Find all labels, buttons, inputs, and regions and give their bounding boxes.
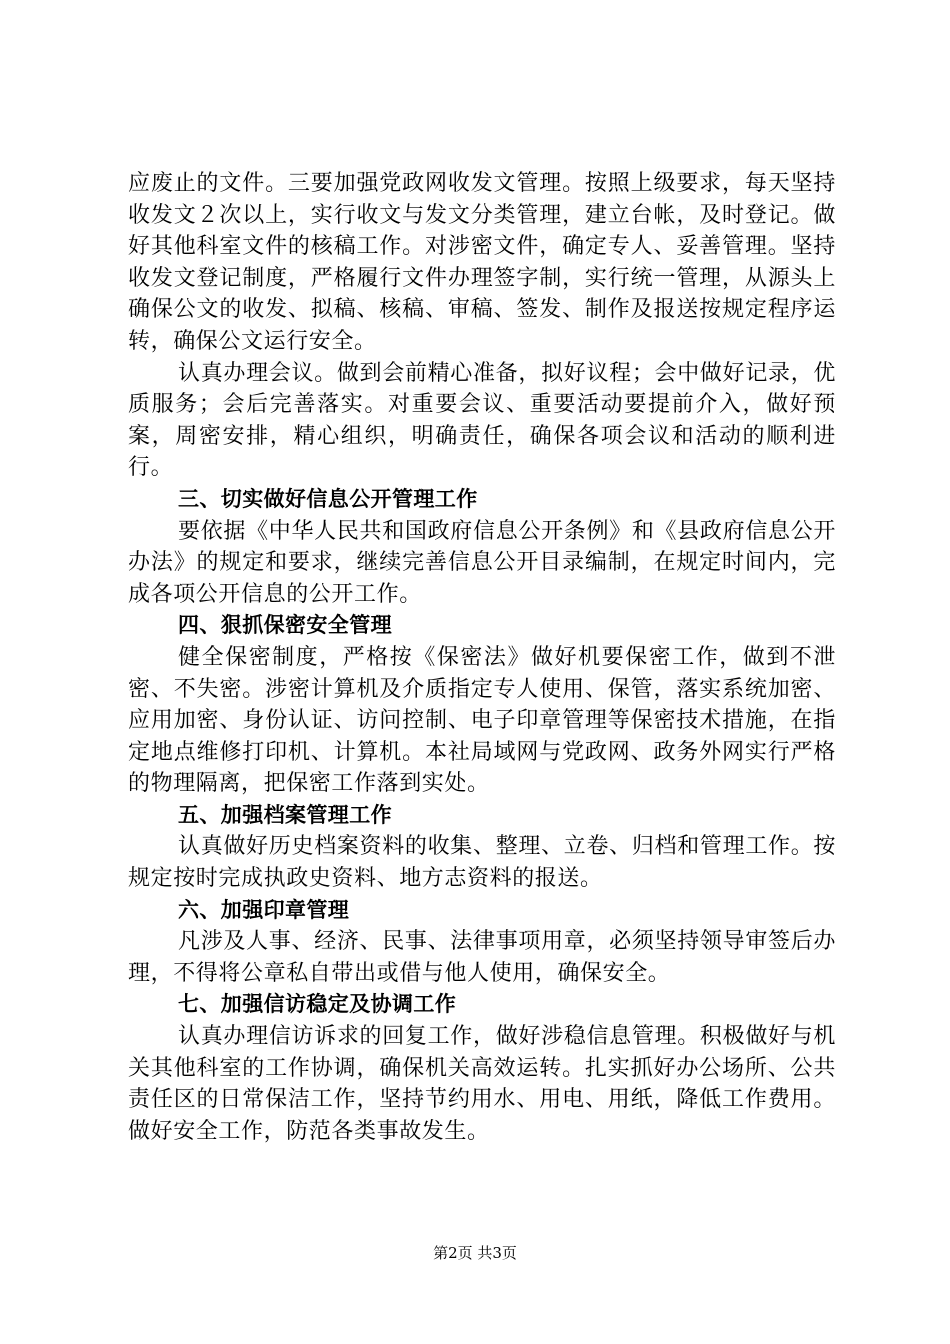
page-number-footer: 第2页 共3页	[433, 1244, 517, 1262]
section-heading-7: 七、加强信访稳定及协调工作	[178, 992, 457, 1017]
section-heading-5: 五、加强档案管理工作	[178, 802, 392, 827]
paragraph-7: 认真办理信访诉求的回复工作，做好涉稳信息管理。积极做好与机关其他科室的工作协调，确保机关高效运转。扎实抓好办公场所、公共责任区的日常保洁工作，坚持节约用水、用电、用纸，降低工作费用。做好安全工作，防范各类事故发生。	[128, 1024, 836, 1144]
paragraph-6: 凡涉及人事、经济、民事、法律事项用章，必须坚持领导审签后办理，不得将公章私自带出或借与他人使用，确保安全。	[128, 929, 836, 986]
paragraph-1: 应废止的文件。三要加强党政网收发文管理。按照上级要求，每天坚持收发文２次以上，实行收文与发文分类管理，建立台帐，及时登记。做好其他科室文件的核稿工作。对涉密文件，确定专人、妥善管理。坚持收发文登记制度，严格履行文件办理签字制，实行统一管理，从源头上确保公文的收发、拟稿、核稿、审稿、签发、制作及报送按规定程序运转，确保公文运行安全。	[128, 171, 836, 354]
section-heading-4: 四、狠抓保密安全管理	[178, 613, 392, 638]
document-body	[128, 168, 836, 1147]
section-heading-3: 三、切实做好信息公开管理工作	[178, 486, 478, 511]
paragraph-3: 要依据《中华人民共和国政府信息公开条例》和《县政府信息公开办法》的规定和要求，继续完善信息公开目录编制，在规定时间内，完成各项公开信息的公开工作。	[128, 518, 836, 607]
section-heading-6: 六、加强印章管理	[178, 897, 350, 922]
paragraph-4: 健全保密制度，严格按《保密法》做好机要保密工作，做到不泄密、不失密。涉密计算机及介质指定专人使用、保管，落实系统加密、应用加密、身份认证、访问控制、电子印章管理等保密技术措施，在指定地点维修打印机、计算机。本社局域网与党政网、政务外网实行严格的物理隔离，把保密工作落到实处。	[128, 644, 836, 797]
paragraph-5: 认真做好历史档案资料的收集、整理、立卷、归档和管理工作。按规定按时完成执政史资料、地方志资料的报送。	[128, 834, 836, 892]
paragraph-2: 认真办理会议。做到会前精心准备，拟好议程；会中做好记录，优质服务；会后完善落实。对重要会议、重要活动要提前介入，做好预案，周密安排，精心组织，明确责任，确保各项会议和活动的顺利进行。	[128, 360, 836, 481]
